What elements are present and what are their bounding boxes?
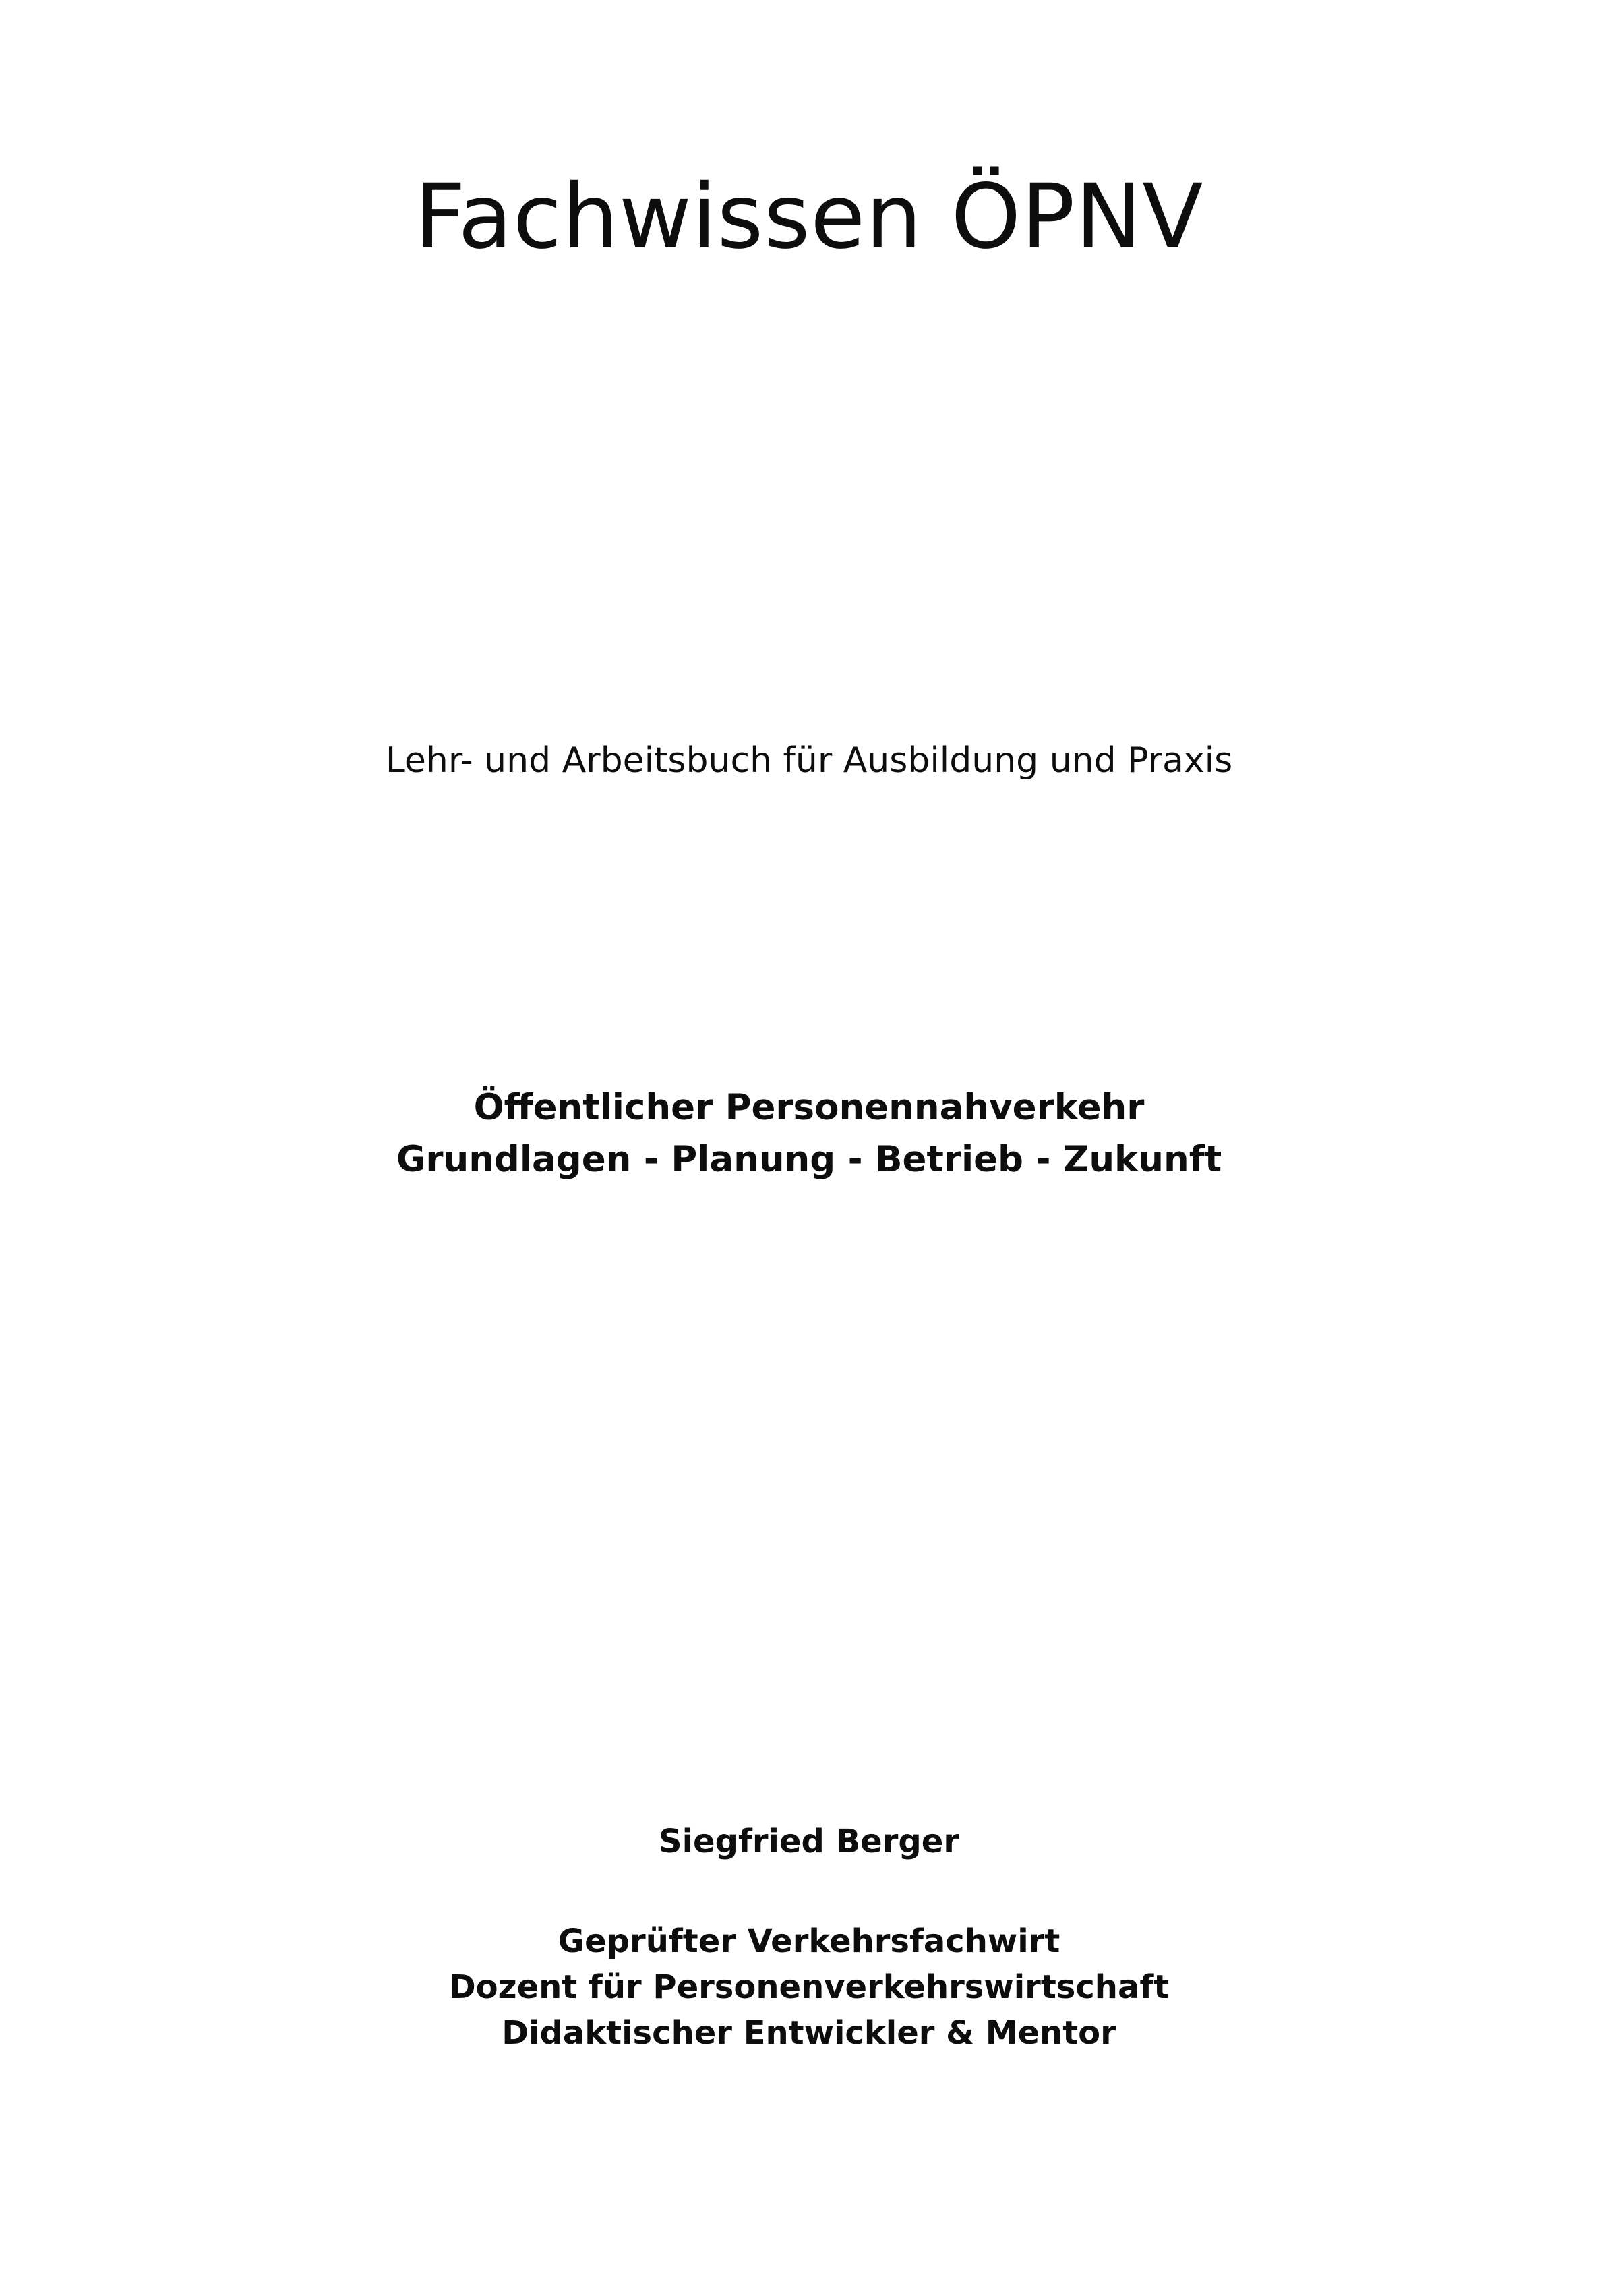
author-credentials	[0, 1918, 1618, 2056]
author-name: Siegfried Berger	[659, 1823, 959, 1860]
credential-line-2: Dozent für Personenverkehrswirtschaft	[448, 1968, 1170, 2007]
credential-line-1: Geprüfter Verkehrsfachwirt	[558, 1922, 1060, 1960]
page-subtitle: Lehr- und Arbeitsbuch für Ausbildung und Praxis	[385, 740, 1233, 781]
theme-line-2: Grundlagen - Planung - Betrieb - Zukunft	[396, 1138, 1222, 1180]
credential-line-3: Didaktischer Entwickler & Mentor	[502, 2014, 1116, 2053]
theme-heading	[0, 1082, 1618, 1186]
theme-line-1: Öffentlicher Personennahverkehr	[473, 1087, 1145, 1128]
page-title: Fachwissen ÖPNV	[415, 165, 1203, 269]
